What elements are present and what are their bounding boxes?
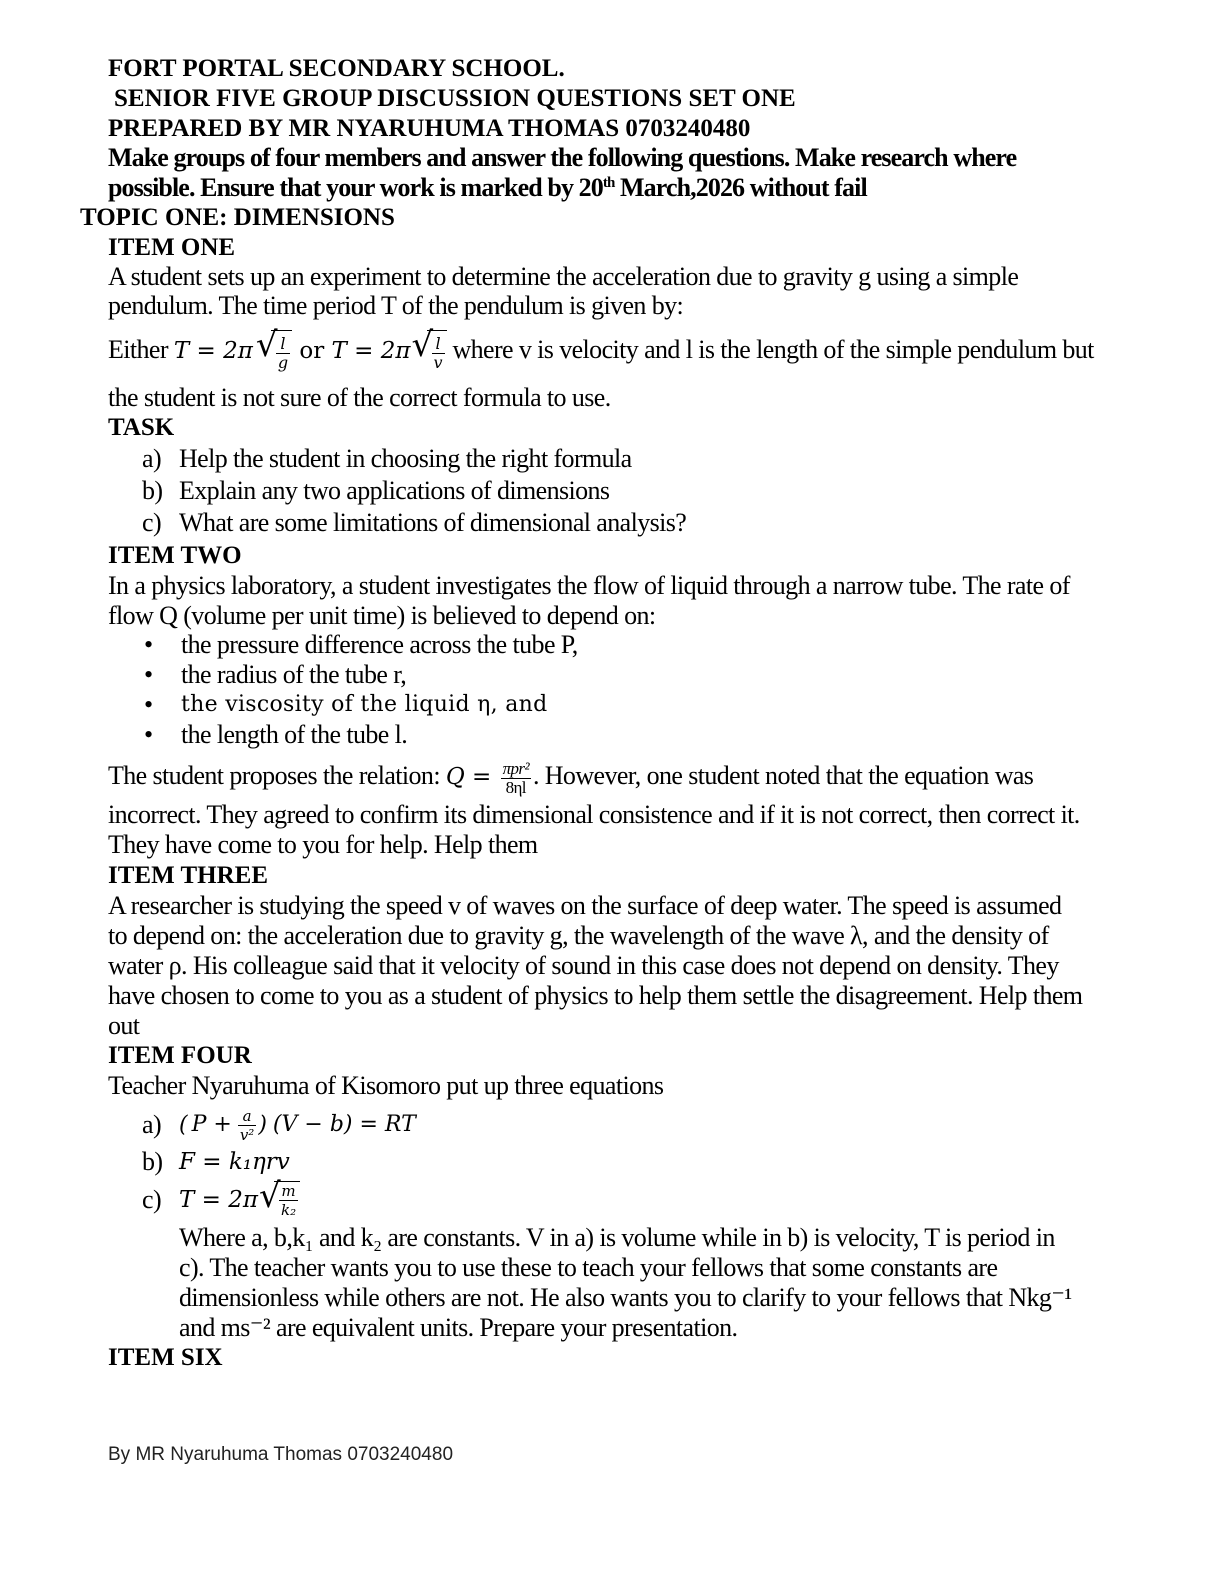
item-four-where-2: c). The teacher wants you to use these to teach your fellows that some constants are: [179, 1253, 998, 1282]
page-footer: By MR Nyaruhuma Thomas 0703240480: [108, 1444, 454, 1465]
instruction-line-1: Make groups of four members and answer the following questions. Make research where: [108, 143, 1017, 172]
item-two-title: ITEM TWO: [108, 542, 242, 569]
list-item: • the length of the tube l.: [144, 720, 408, 749]
pendulum-formula-line: Either T = 2π √ $\frac{l}{g}$ or T = 2π √ $\frac{l}{v}$ where v is velocity and l is the length of the simple pendulum but: [108, 328, 1138, 375]
item-two-line-2: flow Q (volume per unit time) is believed to depend on:: [108, 601, 656, 630]
item-four-where-4: and ms⁻² are equivalent units. Prepare your presentation.: [179, 1313, 738, 1342]
item-two-line-3: incorrect. They agreed to confirm its dimensional consistence and if it is not correct, then correct it.: [108, 800, 1080, 829]
list-item: • the pressure difference across the tube P,: [144, 630, 578, 659]
period-equation: T = 2π: [179, 1187, 258, 1213]
item-four-where-1: Where a, b,k₁ and k₂ are constants. V in a) is volume while in b) is velocity, T is period in: [179, 1223, 1055, 1252]
item-three-line-2: to depend on: the acceleration due to gravity g, the wavelength of the wave λ, and the density of: [108, 921, 1049, 950]
prepared-by: PREPARED BY MR NYARUHUMA THOMAS 0703240480: [108, 115, 751, 142]
list-item: a) ( P + $\frac{a}{\text{v²}}$ ) (V − b) = RT: [142, 1106, 416, 1144]
factor-list: [142, 630, 1132, 750]
formula-one: T = 2π: [173, 338, 253, 364]
list-item: • the radius of the tube r,: [144, 660, 407, 689]
item-one-line-1: A student sets up an experiment to determine the acceleration due to gravity g using a simple: [108, 262, 1019, 291]
item-one-title: ITEM ONE: [108, 234, 236, 261]
item-three-line-3: water ρ. His colleague said that it velocity of sound in this case does not depend on density. They: [108, 951, 1059, 980]
task-title: TASK: [108, 414, 175, 441]
item-two-line-1: In a physics laboratory, a student investigates the flow of liquid through a narrow tube. The rate of: [108, 571, 1070, 600]
item-one-line-3: the student is not sure of the correct formula to use.: [108, 383, 611, 412]
topic-title: TOPIC ONE: DIMENSIONS: [80, 204, 395, 231]
list-item: c) What are some limitations of dimensional analysis?: [142, 508, 687, 537]
equation-list: [142, 1104, 1132, 1222]
instruction-line-2: possible. Ensure that your work is marked by 20th March,2026 without fail: [108, 173, 867, 202]
item-four-intro: Teacher Nyaruhuma of Kisomoro put up three equations: [108, 1071, 664, 1100]
item-three-line-1: A researcher is studying the speed v of waves on the surface of deep water. The speed is assumed: [108, 891, 1062, 920]
item-four-where-3: dimensionless while others are not. He also wants you to clarify to your fellows that Nkg⁻¹: [179, 1283, 1072, 1312]
school-name: FORT PORTAL SECONDARY SCHOOL.: [108, 55, 565, 82]
list-item: a) Help the student in choosing the right formula: [142, 444, 632, 473]
task-list: [142, 443, 1132, 539]
item-three-line-4: have chosen to come to you as a student of physics to help them settle the disagreement. Help them: [108, 981, 1083, 1010]
formula-two: T = 2π: [331, 338, 411, 364]
item-three-title: ITEM THREE: [108, 862, 268, 889]
item-six-title: ITEM SIX: [108, 1344, 223, 1371]
item-three-line-5: out: [108, 1011, 140, 1040]
set-title: SENIOR FIVE GROUP DISCUSSION QUESTIONS SET ONE: [114, 85, 796, 112]
van-der-waals-equation: ( P + $\frac{a}{\text{v²}}$ ) (V − b) = RT: [179, 1106, 416, 1144]
proposed-relation-line: The student proposes the relation: Q = $\frac{\text{πpr²}}{8\eta l}$ . However, one student noted that the equation was: [108, 758, 1034, 797]
force-equation: F = k₁ηrv: [179, 1149, 290, 1175]
list-item: c) T = 2π √ $\frac{m}{\text{k₂}}$: [142, 1178, 1132, 1222]
list-item: • the viscosity of the liquid η, and: [144, 690, 548, 719]
item-two-line-4: They have come to you for help. Help them: [108, 830, 538, 859]
item-one-line-2: pendulum. The time period T of the pendulum is given by:: [108, 291, 684, 320]
item-four-title: ITEM FOUR: [108, 1042, 252, 1069]
list-item: b) Explain any two applications of dimensions: [142, 476, 610, 505]
list-item: b) F = k₁ηrv: [142, 1147, 290, 1176]
